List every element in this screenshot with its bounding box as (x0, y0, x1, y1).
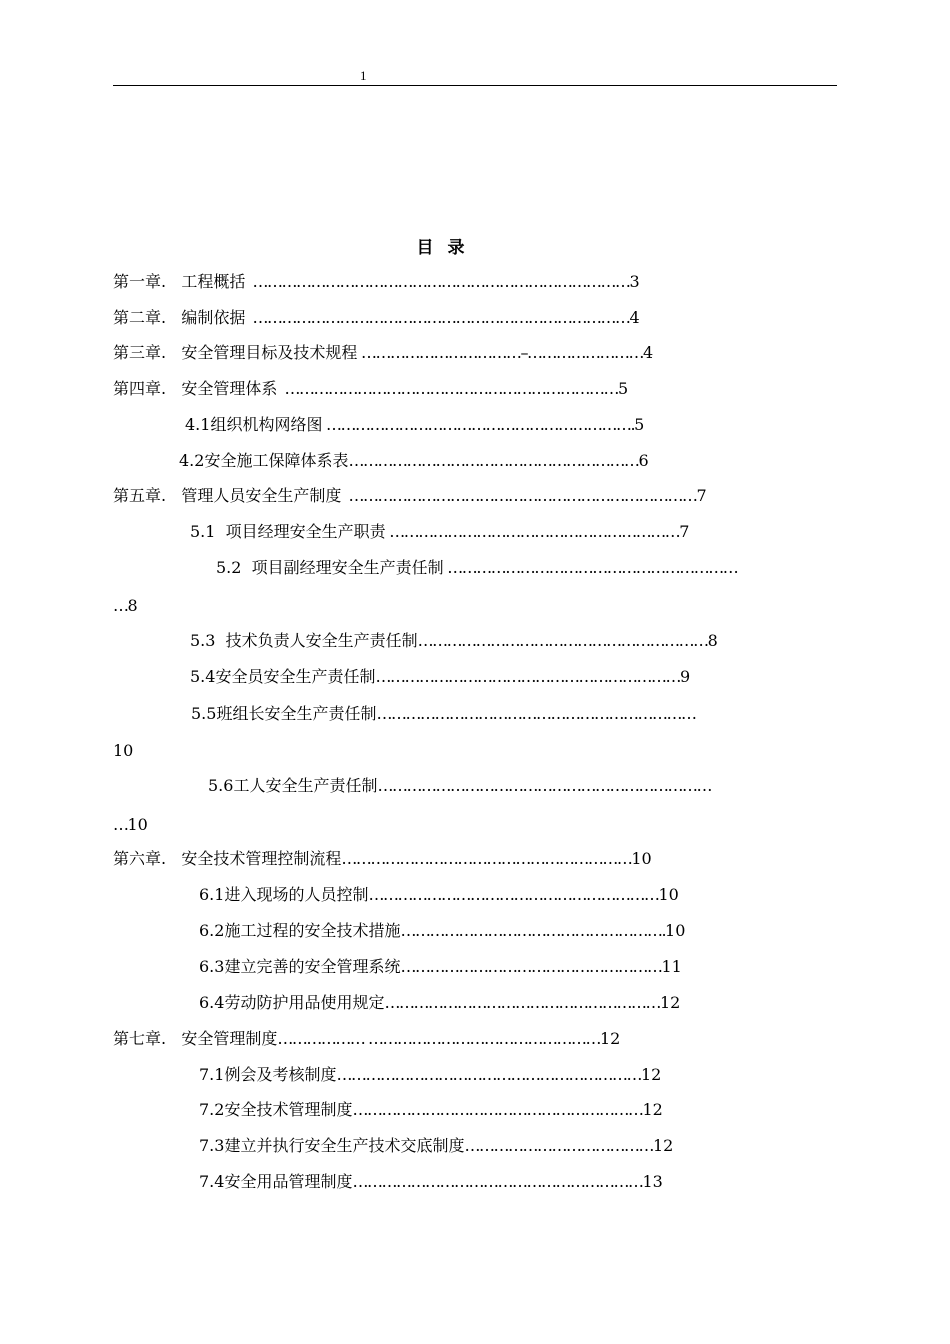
toc-entry-label: 6.1进入现场的人员控制 (199, 885, 369, 904)
toc-entry (190, 666, 690, 688)
toc-entry (199, 1064, 661, 1086)
toc-entry (191, 703, 695, 725)
toc-entry-leader: …………………………………………………… (443, 558, 738, 577)
toc-entry-leader: …………………………………………………… (341, 849, 632, 868)
toc-entry (199, 1135, 673, 1157)
toc-entry-page: 9 (679, 667, 691, 686)
toc-entry-leader: ………………………………………………. (400, 921, 666, 940)
toc-entry-leader: ……………………………………………………… (375, 667, 680, 686)
toc-entry-label: 第六章. 安全技术管理控制流程 (113, 849, 342, 868)
toc-entry (199, 884, 679, 906)
toc-entry-page: 12 (599, 1029, 621, 1048)
toc-entry-leader: …………………………………………………… (352, 1172, 643, 1191)
toc-entry-label: 第七章. 安全管理制度 (113, 1029, 278, 1048)
toc-entry (208, 775, 711, 797)
toc-entry (199, 1171, 663, 1193)
toc-entry (113, 1028, 620, 1050)
toc-entry-label: 6.2施工过程的安全技术措施 (199, 921, 401, 940)
toc-entry-label: 7.1例会及考核制度 (199, 1065, 337, 1084)
toc-entry-leader: …………………………………………………………… (377, 776, 711, 795)
toc-entry-leader: …………………………………………………………………… (245, 272, 630, 291)
toc-entry-leader: …………………………………………………… (352, 1100, 643, 1119)
toc-entry (199, 956, 682, 978)
toc-entry (179, 450, 649, 472)
toc-entry-label: 4.1组织机构网络图 (185, 415, 323, 434)
toc-entry-leader: …………………………………………………… (385, 522, 680, 541)
toc-entry-page: 4 (629, 308, 640, 327)
toc-entry-leader: …………………………………………………………… (277, 379, 619, 398)
toc-entry-page: 11 (661, 957, 682, 976)
toc-entry-label: 7.4安全用品管理制度 (199, 1172, 353, 1191)
toc-entry-leader: …………………………………………………………………… (245, 308, 630, 327)
toc-entry-page: 7 (696, 486, 707, 505)
toc-entry-label: 5.3 技术负责人安全生产责任制 (190, 631, 418, 650)
toc-entry-leader: ……………………………………………………………… (341, 486, 697, 505)
toc-entry-leader: ………………………………………………… (384, 993, 660, 1012)
toc-entry-label: 第三章. 安全管理目标及技术规程 (113, 343, 358, 362)
toc-entry (113, 378, 628, 400)
toc-entry-leader: ………………………………… (464, 1136, 653, 1155)
toc-entry-label: 第五章. 管理人员安全生产制度 (113, 486, 342, 505)
toc-entry-page: 12 (642, 1100, 663, 1119)
toc-entry-leader: ……………………………………………… (400, 957, 662, 976)
toc-entry-continuation (113, 595, 138, 617)
toc-entry (113, 848, 652, 870)
toc-entry-page: 7 (679, 522, 690, 541)
toc-entry (113, 271, 640, 293)
toc-entry-label: 6.3建立完善的安全管理系统 (199, 957, 401, 976)
toc-entry-leader: …………………………………………………… (417, 631, 708, 650)
toc-entry (199, 992, 680, 1014)
toc-entry-leader: …………………………………………………… (348, 451, 639, 470)
toc-entry-label: 7.2安全技术管理制度 (199, 1100, 353, 1119)
toc-entry-leader: … (113, 815, 128, 834)
toc-entry (113, 307, 640, 329)
toc-entry-label: 第一章. 工程概括 (113, 272, 246, 291)
toc-entry-page: 10 (631, 849, 652, 868)
toc-entry-leader: ……………………………–…………………… (357, 343, 643, 362)
toc-entry (190, 521, 689, 543)
toc-entry (199, 1099, 663, 1121)
toc-entry (113, 485, 707, 507)
toc-entry-label: 5.2 项目副经理安全生产责任制 (216, 558, 444, 577)
toc-entry (185, 414, 644, 436)
toc-entry-page: 10 (665, 921, 686, 940)
toc-title: 目 录 (416, 238, 469, 258)
toc-entry-label: 第四章. 安全管理体系 (113, 379, 278, 398)
toc-entry-label: 5.5班组长安全生产责任制 (191, 704, 377, 723)
toc-entry-page: 3 (629, 272, 640, 291)
toc-entry-label: 第二章. 编制依据 (113, 308, 246, 327)
header-rule (113, 85, 837, 86)
toc-entry-continuation (113, 814, 148, 836)
toc-entry-label: 5.6工人安全生产责任制 (208, 776, 378, 795)
toc-entry-page: 6 (638, 451, 649, 470)
toc-entry-leader: ……………………………………………………… (336, 1065, 641, 1084)
toc-entry-page: 8 (707, 631, 718, 650)
toc-entry-label: 4.2安全施工保障体系表 (179, 451, 349, 470)
toc-entry-leader: ………………………………………………………. (322, 415, 635, 434)
toc-entry-leader: …………………………………………………… (368, 885, 659, 904)
toc-entry-page: 13 (642, 1172, 663, 1191)
toc-entry-page: 8 (127, 596, 138, 615)
toc-entry-leader: … (113, 596, 128, 615)
toc-entry-page: 5 (618, 379, 629, 398)
toc-entry-leader: ……………… ………………………………………… (277, 1029, 600, 1048)
toc-entry-page: 10 (113, 741, 134, 760)
toc-entry-label: 5.4安全员安全生产责任制 (190, 667, 376, 686)
page-number: 1 (360, 68, 367, 83)
toc-entry (113, 342, 653, 364)
toc-entry (199, 920, 685, 942)
toc-entry-label: 5.1 项目经理安全生产职责 (190, 522, 386, 541)
toc-entry-page: 10 (658, 885, 679, 904)
toc-entry (190, 630, 718, 652)
toc-entry-page: 12 (652, 1136, 674, 1155)
toc-entry-label: 7.3建立并执行安全生产技术交底制度 (199, 1136, 465, 1155)
toc-entry-continuation (113, 740, 133, 762)
toc-entry-page: 5 (634, 415, 645, 434)
toc-entry-leader: ………………………………………………………… (376, 704, 696, 723)
toc-entry-page: 4 (642, 343, 654, 362)
toc-entry (216, 557, 737, 579)
toc-entry-page: 12 (640, 1065, 662, 1084)
toc-entry-label: 6.4劳动防护用品使用规定 (199, 993, 385, 1012)
toc-entry-page: 10 (127, 815, 148, 834)
toc-entry-page: 12 (659, 993, 681, 1012)
